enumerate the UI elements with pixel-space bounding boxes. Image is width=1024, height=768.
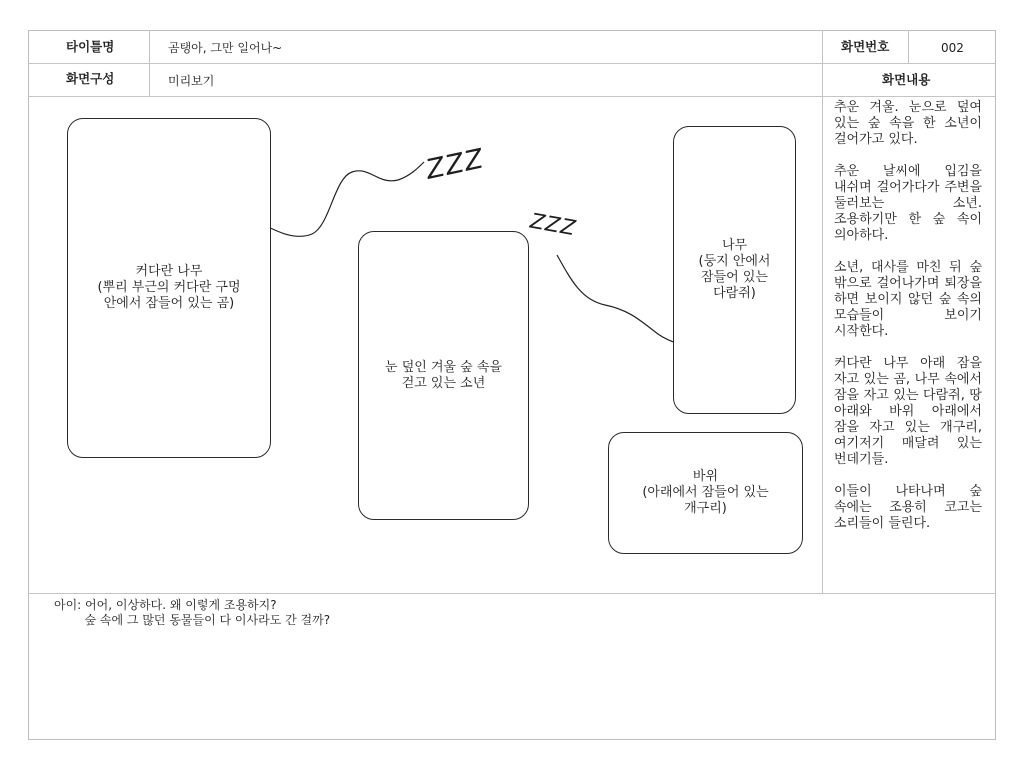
- screen-no-label: 화면번호: [841, 39, 890, 54]
- content-label: 화면내용: [882, 72, 931, 87]
- dialogue-line: 숲 속에 그 많던 동물들이 다 이사라도 간 걸까?: [54, 613, 331, 627]
- big-tree-frame: [67, 118, 271, 458]
- tree-label: 나무 (둥지 안에서 잠들어 있는 다람쥐): [698, 238, 771, 301]
- composition-label: 화면구성: [66, 71, 115, 86]
- description-paragraph: 추운 날씨에 입김을 내쉬며 걸어가다가 주변을 둘러보는 소년. 조용하기만 한 숲 속이 의아하다.: [834, 164, 982, 243]
- title-value: 곰탱아, 그만 일어나~: [168, 41, 283, 55]
- boy-frame: [358, 231, 529, 520]
- composition-value: 미리보기: [168, 74, 215, 88]
- rock-label: 바위 (아래에서 잠들어 있는 개구리): [642, 469, 769, 516]
- tree-frame: [673, 126, 796, 414]
- dialogue-script: [54, 598, 330, 628]
- bear-snore-line: [245, 162, 424, 236]
- boy-label: 눈 덮인 겨울 숲 속을 걷고 있는 소년: [385, 359, 502, 391]
- rock-frame: [608, 432, 803, 554]
- screen-description: [834, 100, 982, 548]
- description-paragraph: 추운 겨울. 눈으로 덮여 있는 숲 속을 한 소년이 걸어가고 있다.: [834, 100, 982, 147]
- screen-no-value: 002: [941, 41, 964, 55]
- bear-zzz-mark: ZZZ: [423, 143, 487, 186]
- title-label: 타이틀명: [66, 39, 115, 54]
- big-tree-label: 커다란 나무 (뿌리 부근의 커다란 구멍 안에서 잠들어 있는 곰): [97, 264, 241, 311]
- squirrel-zzz-mark: ZZZ: [528, 208, 579, 241]
- description-paragraph: 이들이 나타나며 숲 속에는 조용히 코고는 소리들이 들린다.: [834, 484, 982, 531]
- dialogue-line: 아이: 어어, 이상하다. 왜 이렇게 조용하지?: [54, 598, 277, 612]
- description-paragraph: 소년, 대사를 마친 뒤 숲 밖으로 걸어나가며 퇴장을 하면 보이지 않던 숲 속의 모습들이 보이기 시작한다.: [834, 260, 982, 339]
- description-paragraph: 커다란 나무 아래 잠을 자고 있는 곰, 나무 속에서 잠을 자고 있는 다람쥐, 땅 아래와 바위 아래에서 잠을 자고 있는 개구리, 여기저기 매달려 있는 번데기들.: [834, 356, 982, 467]
